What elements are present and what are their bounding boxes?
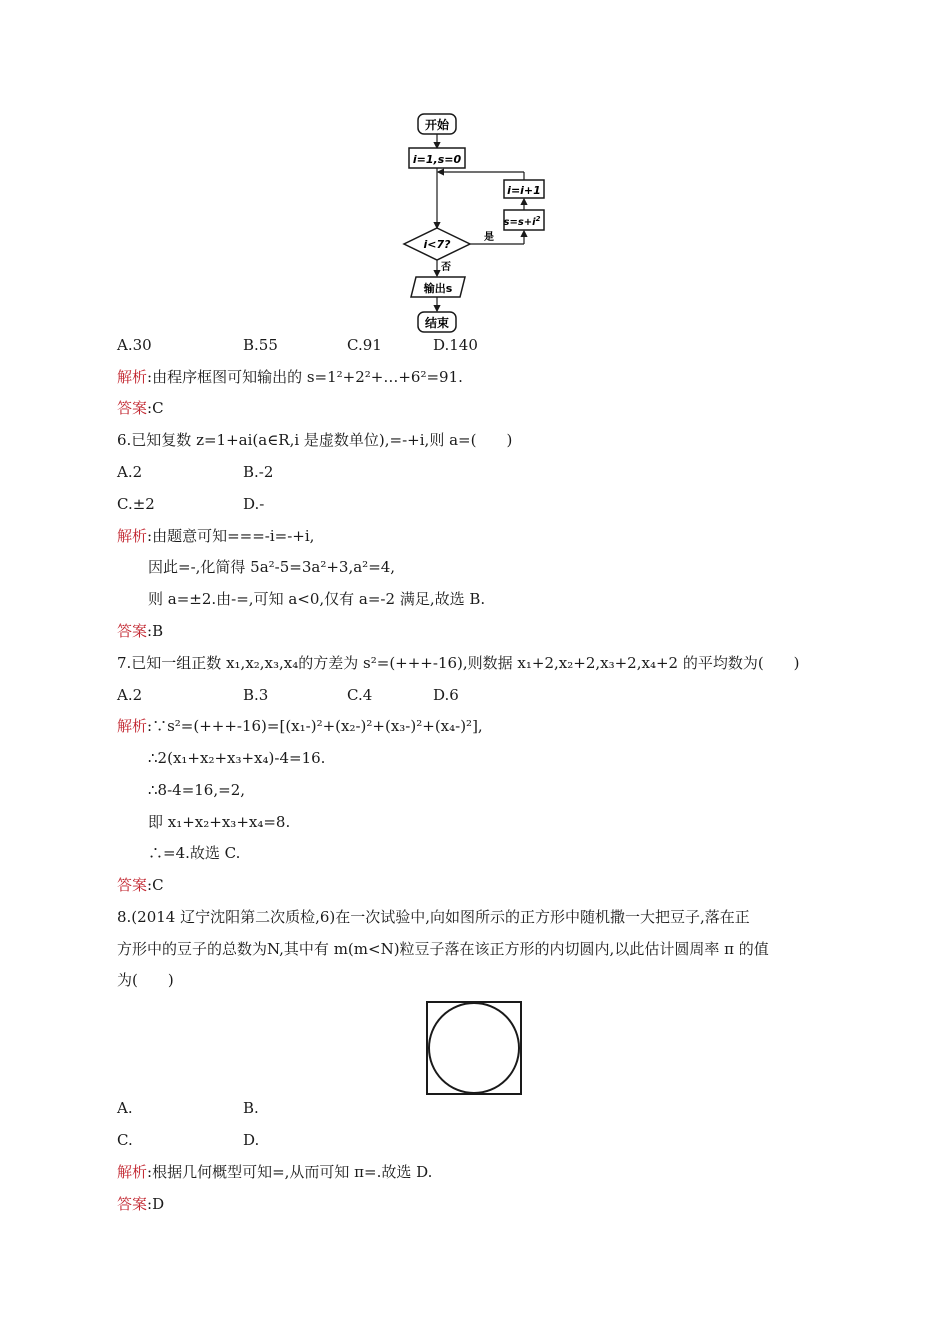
flowchart (400, 110, 560, 340)
q8-analysis: 解析:根据几何概型可知=,从而可知 π=.故选 D. (117, 1163, 433, 1181)
square-inscribed-circle-figure (425, 1000, 525, 1098)
q6-option-c: C.±2 (117, 495, 155, 513)
q6-analysis-line3: 则 a=±2.由-=,可知 a<0,仅有 a=-2 满足,故选 B. (148, 590, 486, 608)
flow-yes-label: 是 (484, 232, 494, 243)
q5-analysis: 解析:由程序框图可知输出的 s=1²+2²+…+6²=91. (117, 368, 463, 386)
flow-cond-text: i<7? (423, 238, 451, 251)
q7-option-d: D.6 (433, 686, 459, 704)
analysis-label: 解析 (117, 368, 148, 386)
q5-option-b: B.55 (243, 336, 278, 354)
square (427, 1002, 521, 1094)
q8-stem-line1: 8.(2014 辽宁沈阳第二次质检,6)在一次试验中,向如图所示的正方形中随机撒一大把豆子,落在正 (117, 908, 750, 926)
flow-no-label: 否 (441, 262, 451, 273)
q8-option-b: B. (243, 1099, 259, 1117)
analysis-label: 解析 (117, 717, 148, 735)
q5-option-a: A.30 (117, 336, 152, 354)
q8-option-c: C. (117, 1131, 133, 1149)
flow-start-text: 开始 (424, 118, 450, 132)
flow-end-text: 结束 (424, 316, 450, 330)
q8-answer: 答案:D (117, 1195, 165, 1213)
q7-analysis-line3: ∴8-4=16,=2, (148, 781, 246, 799)
q5-option-d: D.140 (433, 336, 478, 354)
flow-output-text: 输出s (423, 282, 453, 295)
q6-option-d: D.- (243, 495, 265, 513)
q5-option-c: C.91 (347, 336, 382, 354)
q6-answer: 答案:B (117, 622, 164, 640)
q7-analysis: 解析:∵s²=(+++-16)=[(x₁-)²+(x₂-)²+(x₃-)²+(x₄-)²], (117, 717, 483, 735)
q7-analysis-line4: 即 x₁+x₂+x₃+x₄=8. (148, 813, 291, 831)
answer-label: 答案 (117, 1195, 148, 1213)
flow-inc-text: i=i+1 (507, 184, 541, 197)
q7-option-a: A.2 (117, 686, 143, 704)
analysis-label: 解析 (117, 527, 148, 545)
flow-acc-text: $s=s+i^2$ (503, 215, 541, 228)
q6-analysis: 解析:由题意可知===-i=-+i, (117, 527, 315, 545)
answer-label: 答案 (117, 399, 148, 417)
q6-analysis-line2: 因此=-,化简得 5a²-5=3a²+3,a²=4, (148, 558, 396, 576)
flow-init-text: i=1,s=0 (412, 153, 462, 166)
q6-stem: 6.已知复数 z=1+ai(a∈R,i 是虚数单位),=-+i,则 a=( ) (117, 431, 513, 449)
answer-label: 答案 (117, 876, 148, 894)
q7-analysis-line5: ∴=4.故选 C. (148, 844, 241, 862)
answer-label: 答案 (117, 622, 148, 640)
q7-option-b: B.3 (243, 686, 269, 704)
q6-option-a: A.2 (117, 463, 143, 481)
q7-option-c: C.4 (347, 686, 373, 704)
q8-stem-line3: 为( ) (117, 971, 174, 989)
q7-analysis-line2: ∴2(x₁+x₂+x₃+x₄)-4=16. (148, 749, 326, 767)
q8-option-d: D. (243, 1131, 260, 1149)
inscribed-circle (429, 1003, 519, 1093)
q8-option-a: A. (117, 1099, 133, 1117)
q7-stem: 7.已知一组正数 x₁,x₂,x₃,x₄的方差为 s²=(+++-16),则数据 x₁+2,x₂+2,x₃+2,x₄+2 的平均数为( ) (117, 654, 800, 672)
q6-option-b: B.-2 (243, 463, 274, 481)
q5-answer: 答案:C (117, 399, 164, 417)
q8-stem-line2: 方形中的豆子的总数为N,其中有 m(m<N)粒豆子落在该正方形的内切圆内,以此估计圆周率 π 的值 (117, 940, 769, 958)
analysis-label: 解析 (117, 1163, 148, 1181)
q7-answer: 答案:C (117, 876, 164, 894)
